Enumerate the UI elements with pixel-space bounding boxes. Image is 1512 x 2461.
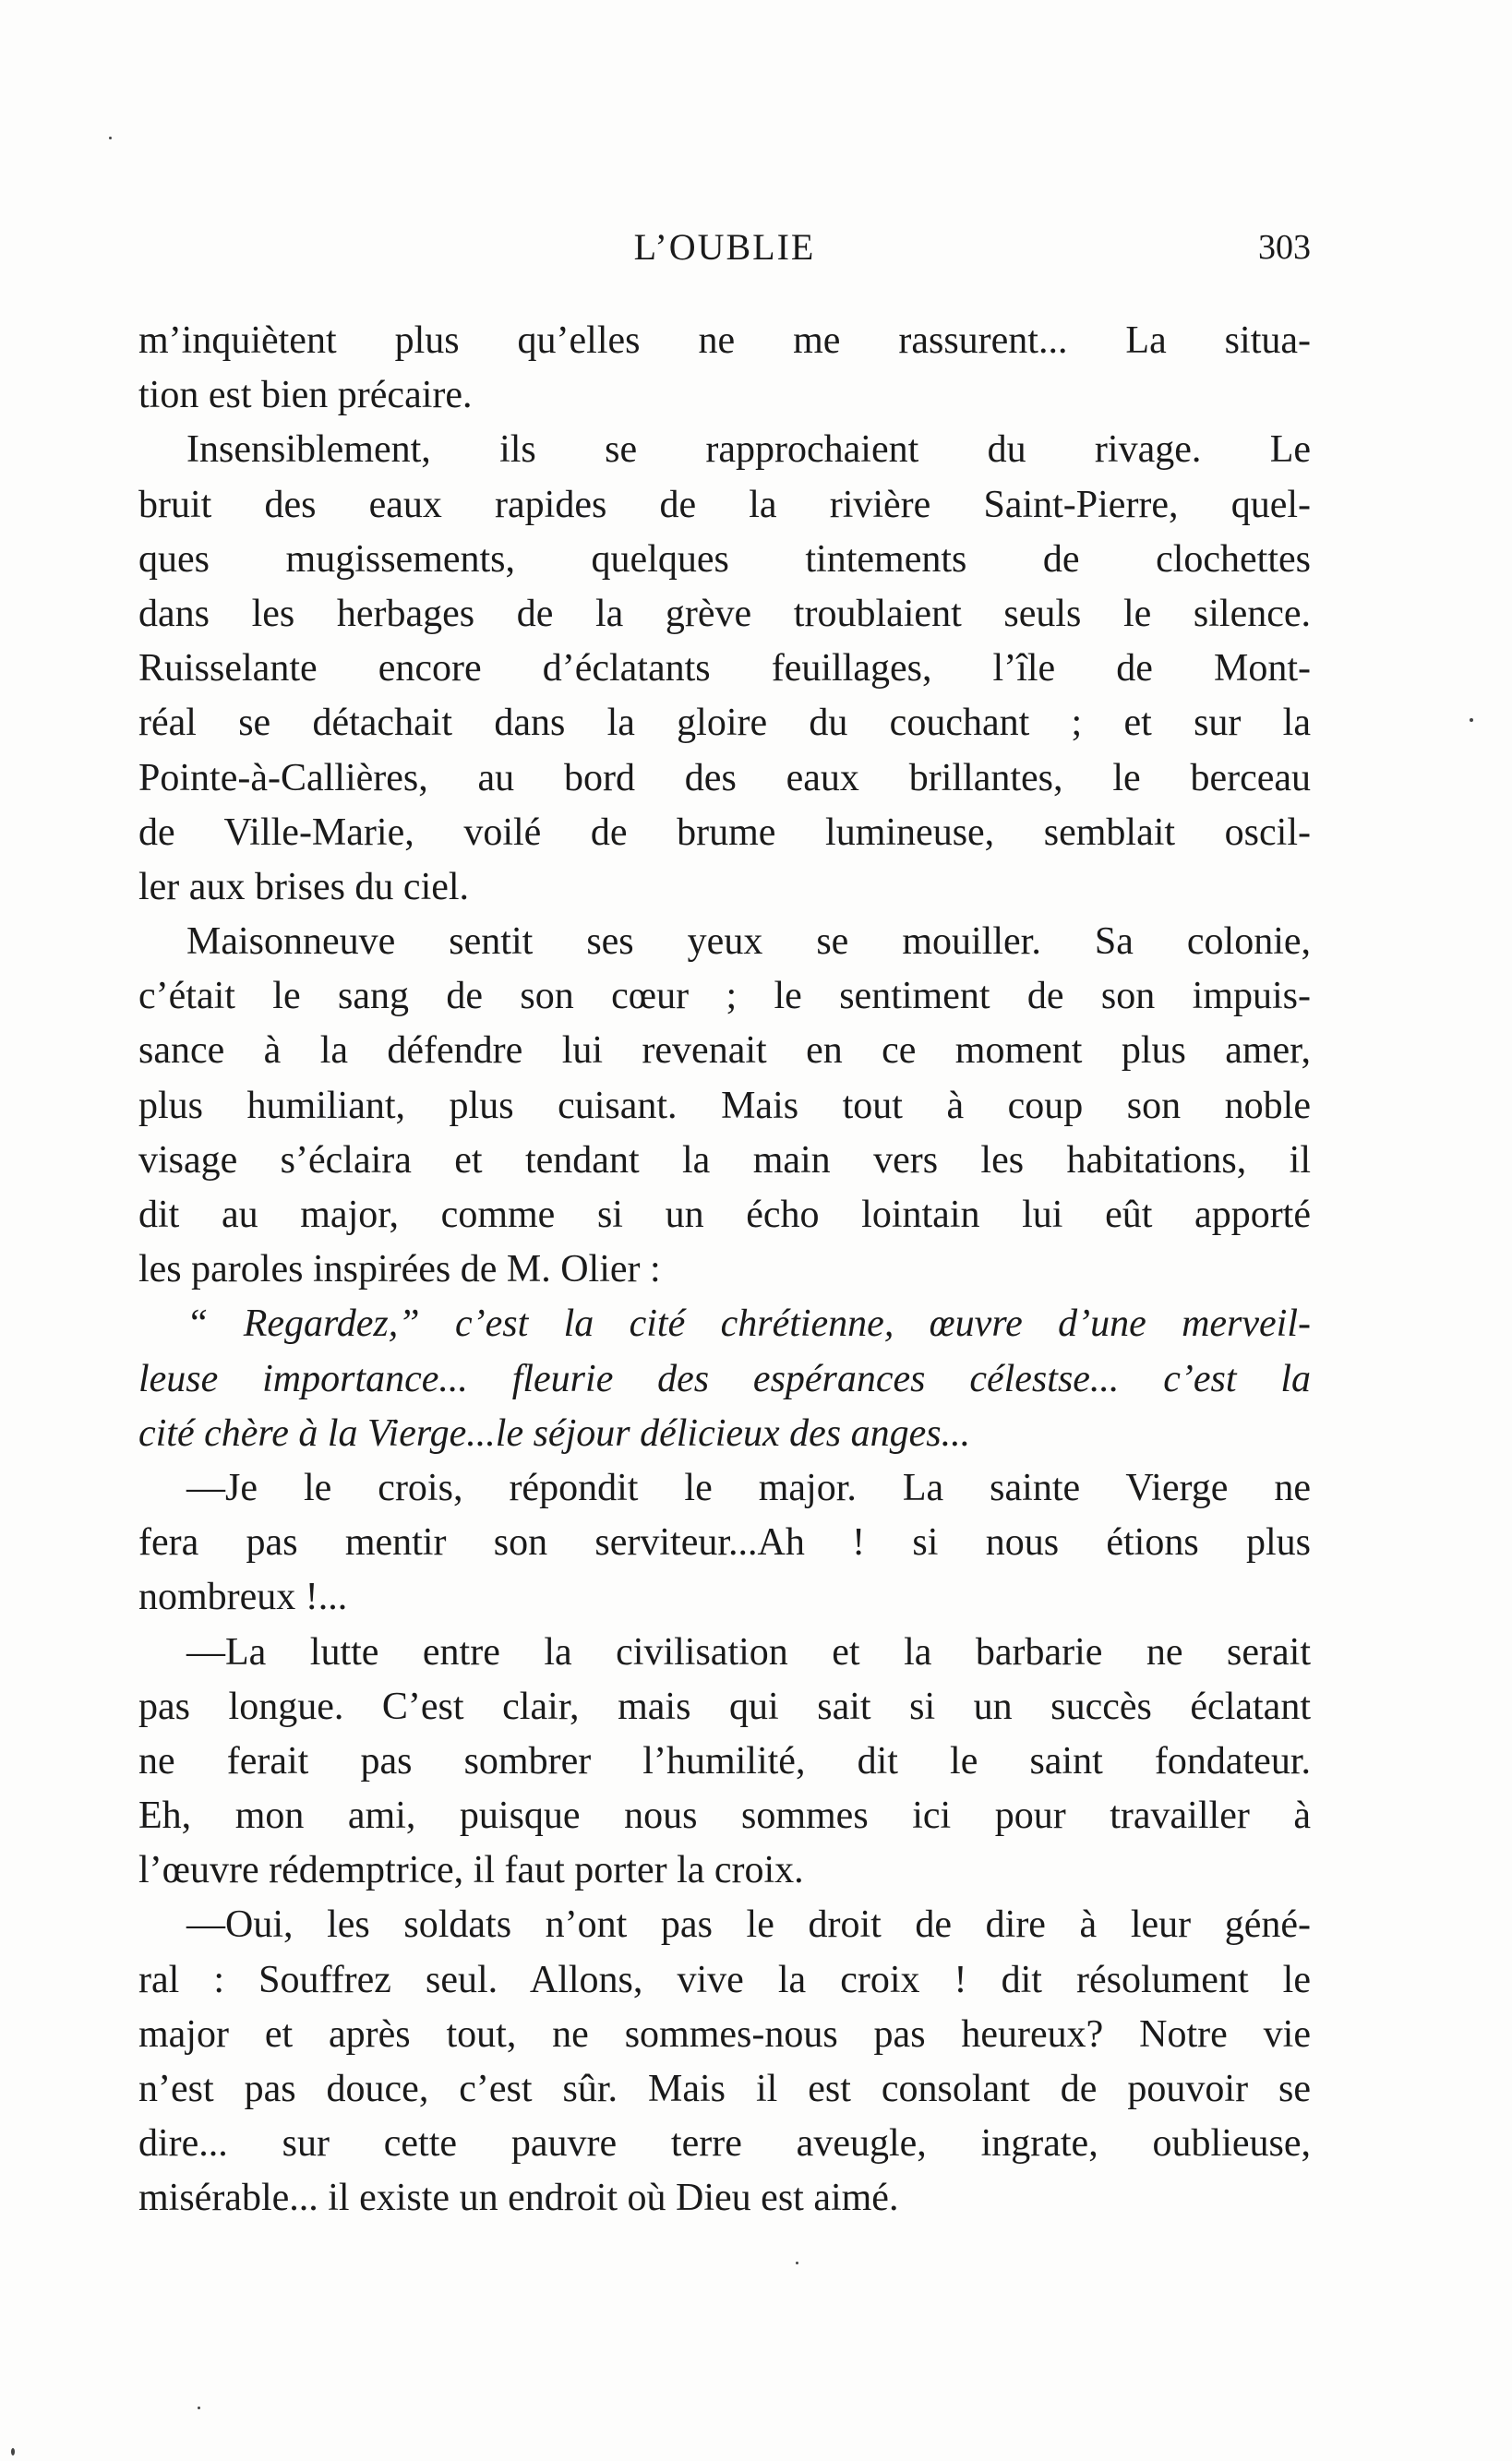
dialogue-line: —Oui, les soldats n’ont pas le droit de dire à leur géné- (186, 1903, 1311, 1947)
running-head (138, 220, 1311, 275)
dialogue-line: fera pas mentir son serviteur...Ah ! si nous étions plus (138, 1521, 1311, 1565)
dialogue-line: —Je le crois, répondit le major. La sainte Vierge ne (186, 1466, 1311, 1509)
text-line: de Ville-Marie, voilé de brume lumineuse, semblait oscil- (138, 810, 1311, 854)
text-line: sance à la défendre lui revenait en ce moment plus amer, (138, 1029, 1311, 1073)
dialogue-line: —La lutte entre la civilisation et la barbarie ne serait (186, 1630, 1311, 1674)
text-line: visage s’éclaira et tendant la main vers les habitations, il (138, 1138, 1311, 1182)
scan-speck (796, 2262, 798, 2264)
text-line: Insensiblement, ils se rapprochaient du rivage. Le (186, 428, 1311, 472)
dialogue-line: dire... sur cette pauvre terre aveugle, ingrate, oublieuse, (138, 2122, 1311, 2166)
scan-speck (1470, 718, 1473, 722)
text-line: réal se détachait dans la gloire du couchant ; et sur la (138, 702, 1311, 745)
scan-speck (11, 2448, 15, 2455)
text-line: ler aux brises du ciel. (138, 865, 470, 908)
quote-line: “ Regardez,” c’est la cité chrétienne, œuvre d’une merveil- (186, 1303, 1311, 1346)
dialogue-line: pas longue. C’est clair, mais qui sait si un succès éclatant (138, 1685, 1311, 1728)
text-line: Pointe-à-Callières, au bord des eaux brillantes, le berceau (138, 756, 1311, 799)
text-line: c’était le sang de son cœur ; le sentiment de son impuis- (138, 975, 1311, 1018)
text-line: plus humiliant, plus cuisant. Mais tout à coup son noble (138, 1084, 1311, 1127)
dialogue-line: n’est pas douce, c’est sûr. Mais il est consolant de pouvoir se (138, 2068, 1311, 2110)
quote-line: leuse importance... fleurie des espérances célestse... c’est la (138, 1357, 1311, 1400)
text-line: tion est bien précaire. (138, 374, 473, 417)
quote-line: cité chère à la Vierge...le séjour délicieux des anges... (138, 1411, 971, 1455)
page-number: 303 (1258, 228, 1311, 267)
scan-speck (109, 137, 112, 139)
scan-speck (198, 2407, 200, 2409)
text-line: m’inquiètent plus qu’elles ne me rassurent... La situa- (138, 319, 1311, 362)
text-line: ques mugissements, quelques tintements de clochettes (138, 537, 1311, 581)
dialogue-line: nombreux !... (138, 1576, 348, 1619)
text-line: bruit des eaux rapides de la rivière Saint-Pierre, quel- (138, 483, 1311, 526)
running-title: L’OUBLIE (633, 226, 816, 268)
text-line: Ruisselante encore d’éclatants feuillages, l’île de Mont- (138, 647, 1311, 690)
text-line: dit au major, comme si un écho lointain lui eût apporté (138, 1194, 1311, 1236)
dialogue-line: major et après tout, ne sommes-nous pas heureux? Notre vie (138, 2012, 1311, 2056)
dialogue-line: ral : Souffrez seul. Allons, vive la croix ! dit résolument le (138, 1958, 1311, 2001)
dialogue-line: Eh, mon ami, puisque nous sommes ici pour travailler à (138, 1795, 1311, 1838)
body-text (138, 314, 1311, 2227)
dialogue-line: misérable... il existe un endroit où Dieu est aimé. (138, 2177, 899, 2220)
dialogue-line: l’œuvre rédemptrice, il faut porter la croix. (138, 1849, 804, 1892)
text-line: Maisonneuve sentit ses yeux se mouiller. Sa colonie, (186, 920, 1311, 964)
text-line: les paroles inspirées de M. Olier : (138, 1248, 661, 1291)
text-line: dans les herbages de la grève troublaient seuls le silence. (138, 592, 1311, 635)
dialogue-line: ne ferait pas sombrer l’humilité, dit le saint fondateur. (138, 1739, 1311, 1783)
